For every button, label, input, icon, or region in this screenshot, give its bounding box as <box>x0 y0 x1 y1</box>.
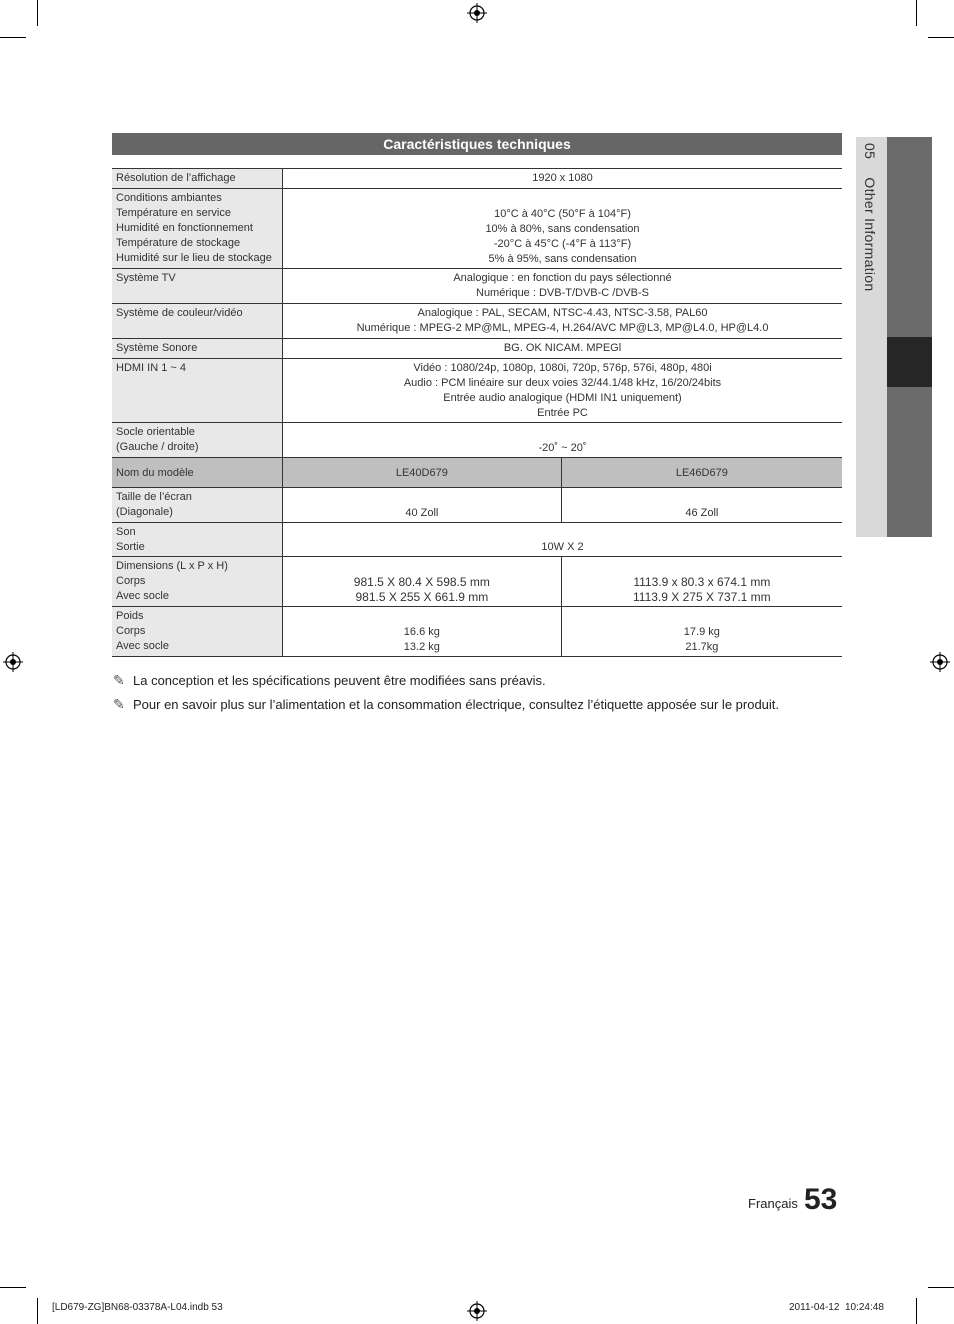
chapter-title: Other Information <box>862 177 878 292</box>
label-line: Avec socle <box>116 590 169 602</box>
row-value-b <box>561 607 842 657</box>
registration-mark-icon <box>467 1301 487 1321</box>
crop-mark <box>37 1298 38 1324</box>
row-label <box>112 423 283 458</box>
row-value-b <box>561 458 842 488</box>
table-row <box>112 169 842 189</box>
registration-mark-icon <box>3 652 23 672</box>
label-line: (Gauche / droite) <box>116 441 199 453</box>
value-line: 10% à 80%, sans condensation <box>485 223 640 235</box>
row-label <box>112 189 283 269</box>
crop-mark <box>37 0 38 26</box>
label-line: Température en service <box>116 207 231 219</box>
note-pencil-icon: ✎ <box>113 696 125 712</box>
row-value-a <box>283 607 562 657</box>
value-line: 21.7kg <box>685 641 719 653</box>
table-row <box>112 607 842 657</box>
value-line: 17.9 kg <box>683 626 720 638</box>
value-line: 13.2 kg <box>403 641 440 653</box>
row-label <box>112 458 283 488</box>
chapter-tab-label <box>862 143 878 291</box>
row-label <box>112 557 283 607</box>
label-line: Conditions ambiantes <box>116 192 222 204</box>
label-line: Son <box>116 526 136 538</box>
label-line: Température de stockage <box>116 237 241 249</box>
value-line: 5% à 95%, sans condensation <box>488 253 637 265</box>
label-line: Dimensions (L x P x H) <box>116 560 228 572</box>
label-line: Avec socle <box>116 640 169 652</box>
value-line: LE46D679 <box>675 466 728 479</box>
value-line: 40 Zoll <box>405 507 439 519</box>
section-title: Caractéristiques techniques <box>112 133 842 155</box>
value-line: Vidéo : 1080/24p, 1080p, 1080i, 720p, 576p, 576i, 480p, 480i <box>413 362 712 374</box>
value-line: 1113.9 X 275 X 737.1 mm <box>633 590 771 604</box>
table-row <box>112 339 842 359</box>
value-line: 10W X 2 <box>541 541 584 553</box>
row-value <box>283 189 843 269</box>
value-line: -20°C à 45°C (-4°F à 113°F) <box>493 238 632 250</box>
label-line: Humidité sur le lieu de stockage <box>116 252 272 264</box>
table-row <box>112 304 842 339</box>
value-line: -20˚ ~ 20˚ <box>538 442 587 454</box>
value-line: 10°C à 40°C (50°F à 104°F) <box>494 208 631 220</box>
row-label <box>112 523 283 557</box>
page-number: 53 <box>804 1183 838 1216</box>
label-line: Système de couleur/vidéo <box>116 307 243 319</box>
crop-mark <box>928 37 954 38</box>
label-line: Poids <box>116 610 144 622</box>
label-line: Nom du modèle <box>116 466 194 479</box>
row-value <box>283 359 843 423</box>
value-line: 1113.9 x 80.3 x 674.1 mm <box>633 575 771 589</box>
note-text: Pour en savoir plus sur l’alimentation et la consommation électrique, consultez l’étiquette apposée sur le produit. <box>133 697 780 712</box>
value-line: 981.5 X 80.4 X 598.5 mm <box>353 575 490 589</box>
spec-table <box>112 168 842 657</box>
crop-mark <box>0 1287 26 1288</box>
row-label <box>112 169 283 189</box>
value-line: Entrée audio analogique (HDMI IN1 uniquement) <box>443 392 682 404</box>
row-value <box>283 423 843 458</box>
row-value <box>283 339 843 359</box>
row-label <box>112 339 283 359</box>
value-line: Analogique : en fonction du pays sélectionné <box>453 272 672 284</box>
row-value-b <box>561 557 842 607</box>
print-slug-timestamp: 2011-04-12 ︎ 10:24:48 <box>789 1302 884 1313</box>
print-slug-file: [LD679-ZG]BN68-03378A-L04.indb 53 <box>52 1302 223 1313</box>
table-row <box>112 523 842 557</box>
value-line: Numérique : DVB-T/DVB-C /DVB-S <box>476 287 649 299</box>
table-row <box>112 423 842 458</box>
value-line: 46 Zoll <box>685 507 719 519</box>
label-line: Taille de l’écran <box>116 491 192 503</box>
row-value-a <box>283 458 562 488</box>
row-value-b <box>561 488 842 523</box>
crop-mark <box>0 37 26 38</box>
value-line: BG. OK NICAM. MPEGl <box>503 342 622 354</box>
value-line: Numérique : MPEG-2 MP@ML, MPEG-4, H.264/AVC MP@L3, MP@L4.0, HP@L4.0 <box>356 322 769 334</box>
label-line: HDMI IN 1 ~ 4 <box>116 362 186 374</box>
row-value <box>283 523 843 557</box>
note-pencil-icon: ✎ <box>113 672 125 688</box>
label-line: Système TV <box>116 272 176 284</box>
row-value-a <box>283 557 562 607</box>
label-line: (Diagonale) <box>116 506 173 518</box>
row-value <box>283 169 843 189</box>
table-row <box>112 269 842 304</box>
value-line: LE40D679 <box>395 466 448 479</box>
note <box>113 696 779 713</box>
registration-mark-icon <box>467 3 487 23</box>
row-value <box>283 304 843 339</box>
value-line: Entrée PC <box>537 407 588 419</box>
row-label <box>112 359 283 423</box>
table-row <box>112 359 842 423</box>
label-line: Corps <box>116 625 146 637</box>
chapter-number: 05 <box>862 143 878 160</box>
value-line: 981.5 X 255 X 661.9 mm <box>355 590 489 604</box>
table-row <box>112 488 842 523</box>
row-value <box>283 269 843 304</box>
label-line: Socle orientable <box>116 426 195 438</box>
crop-mark <box>916 0 917 26</box>
row-label <box>112 488 283 523</box>
label-line: Système Sonore <box>116 342 198 354</box>
label-line: Résolution de l’affichage <box>116 172 236 184</box>
value-line: 1920 x 1080 <box>532 172 593 184</box>
note <box>113 672 546 689</box>
value-line: 16.6 kg <box>403 626 440 638</box>
row-label <box>112 607 283 657</box>
registration-mark-icon <box>930 652 950 672</box>
value-line: Audio : PCM linéaire sur deux voies 32/44.1/48 kHz, 16/20/24bits <box>403 377 722 389</box>
label-line: Sortie <box>116 541 145 553</box>
table-row <box>112 189 842 269</box>
table-row <box>112 458 842 488</box>
crop-mark <box>928 1287 954 1288</box>
note-text: La conception et les spécifications peuvent être modifiées sans préavis. <box>133 673 546 688</box>
value-line: Analogique : PAL, SECAM, NTSC-4.43, NTSC-3.58, PAL60 <box>417 307 708 319</box>
row-label <box>112 269 283 304</box>
row-value-a <box>283 488 562 523</box>
table-row <box>112 557 842 607</box>
crop-mark <box>916 1298 917 1324</box>
chapter-tab-marker <box>887 337 932 387</box>
label-line: Humidité en fonctionnement <box>116 222 253 234</box>
footer-language: Français <box>748 1196 798 1211</box>
row-label <box>112 304 283 339</box>
label-line: Corps <box>116 575 146 587</box>
